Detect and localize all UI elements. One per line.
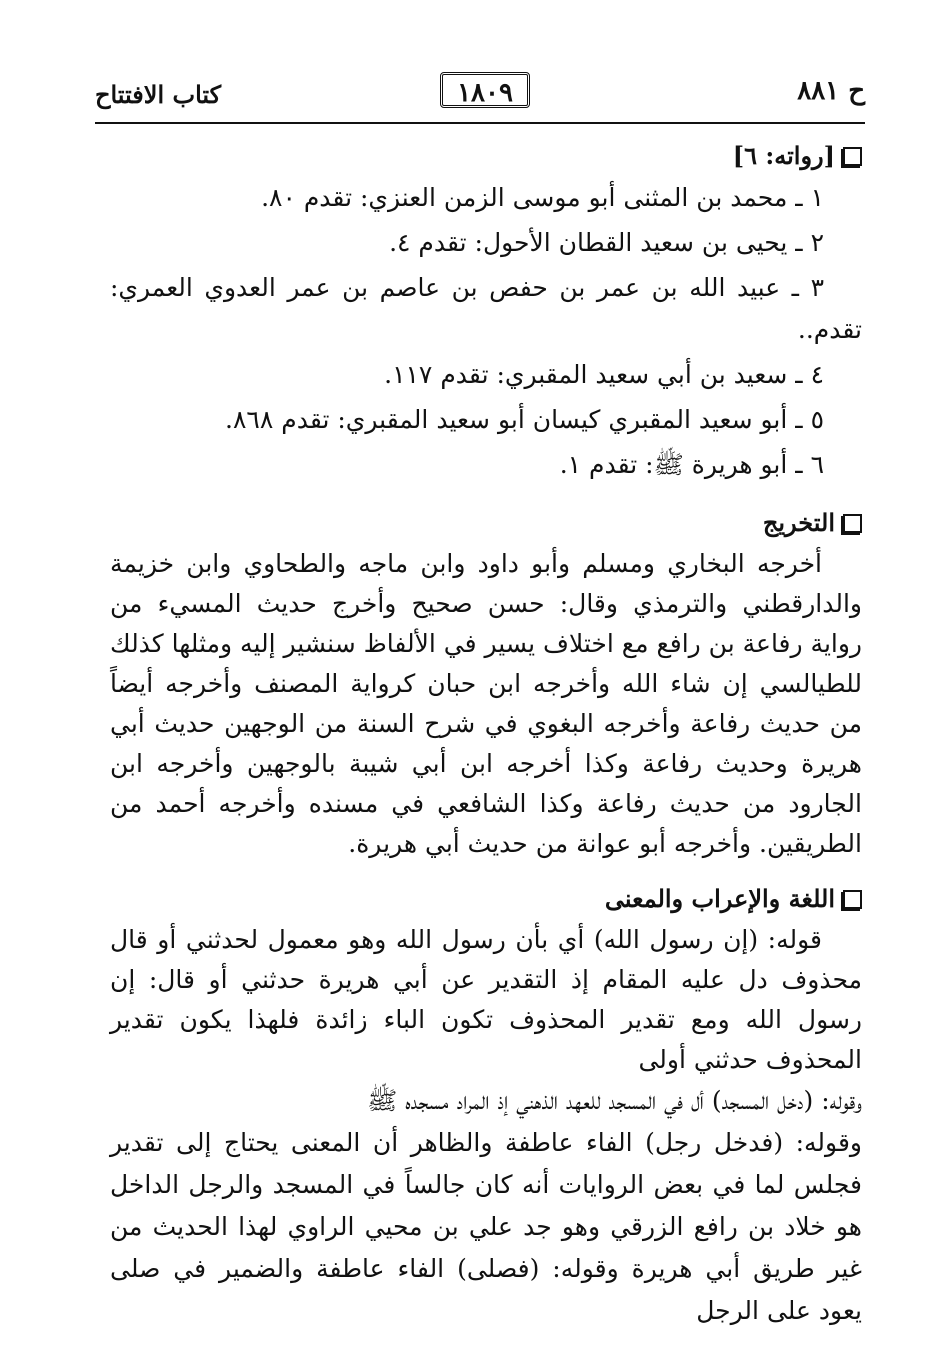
list-item: ٢ ـ يحيى بن سعيد القطان الأحول: تقدم ٤. — [389, 228, 824, 257]
list-item: ٤ ـ سعيد بن أبي سعيد المقبري: تقدم ١١٧. — [384, 360, 824, 389]
takhrij-paragraph: أخرجه البخاري ومسلم وأبو داود وابن ماجه والطحاوي وابن خزيمة والدارقطني والترمذي وقال: حسن صحيح وأخرج حديث المسيء من رواية رفاعة بن رافع مع اختلاف يسير في الألفاظ سنشير إليه ومثلها كذلك للطيالسي إن شاء الله وأخرجه ابن حبان كرواية المصنف وأخرجه أيضاً من حديث رفاعة وأخرجه البغوي في شرح السنة من الوجهين حديث أبي هريرة وحديث رفاعة وكذا أخرجه ابن أبي شيبة بالوجهين وأخرجه ابن الجارود من حديث رفاعة وكذا الشافعي في مسنده وأخرجه أحمد من الطريقين. وأخرجه أبو عوانة من حديث أبي هريرة. — [110, 549, 862, 858]
page-number-frame: ١٨٠٩ — [440, 72, 530, 108]
language-title: اللغة والإعراب والمعنى — [604, 884, 835, 913]
language-paragraph: قوله: (إن رسول الله) أي بأن رسول الله وهو معمول لحدثني أو قال محذوف دل عليه المقام إذ التقدير عن أبي هريرة حدثني أو قال: إن رسول الله ومع تقدير المحذوف تكون الباء زائدة فلهذا يكون تقدير المحذوف حدثني أولى — [110, 925, 862, 1074]
takhrij-title: التخريج — [762, 508, 835, 537]
takhrij-heading — [110, 502, 862, 544]
checkbox-square-icon — [843, 147, 862, 166]
narrators-title: [رواته: ٦] — [732, 141, 835, 170]
language-paragraph: وقوله: (فدخل رجل) الفاء عاطفة والظاهر أن المعنى يحتاج إلى تقدير فجلس لما في بعض الروايات أنه كان جالساً في المسجد والرجل الداخل هو خلاد بن رافع الزرقي وهو جد علي بن محيي الراوي لهذا الحديث من غير طريق أبي هريرة وقوله: (فصلى) الفاء عاطفة والضمير في صلى يعود على الرجل — [110, 1128, 862, 1325]
list-item: ٦ ـ أبو هريرة ﷺ: تقدم ١. — [559, 450, 824, 479]
language-heading — [110, 878, 862, 920]
header-divider — [95, 122, 865, 124]
list-item: ٥ ـ أبو سعيد المقبري كيسان أبو سعيد المقبري: تقدم ٨٦٨. — [225, 405, 824, 434]
book-title: كتاب الافتتاح — [95, 80, 222, 109]
checkbox-square-icon — [843, 890, 862, 909]
list-item: ٣ ـ عبيد الله بن عمر بن حفص بن عاصم بن عمر العدوي العمري: تقدم.. — [110, 273, 862, 344]
narrator-list — [110, 177, 862, 486]
narrators-heading — [110, 135, 862, 177]
page-header — [95, 72, 865, 118]
checkbox-square-icon — [843, 514, 862, 533]
list-item: ١ ـ محمد بن المثنى أبو موسى الزمن العنزي: تقدم ٨٠. — [261, 183, 824, 212]
page-content — [110, 135, 862, 1332]
hadith-number: ح ٨٨١ — [797, 76, 865, 106]
language-paragraph: وقوله: (دخل المسجد) أل في المسجد للعهد الذهني إذ المراد مسجده ﷺ — [367, 1086, 862, 1115]
